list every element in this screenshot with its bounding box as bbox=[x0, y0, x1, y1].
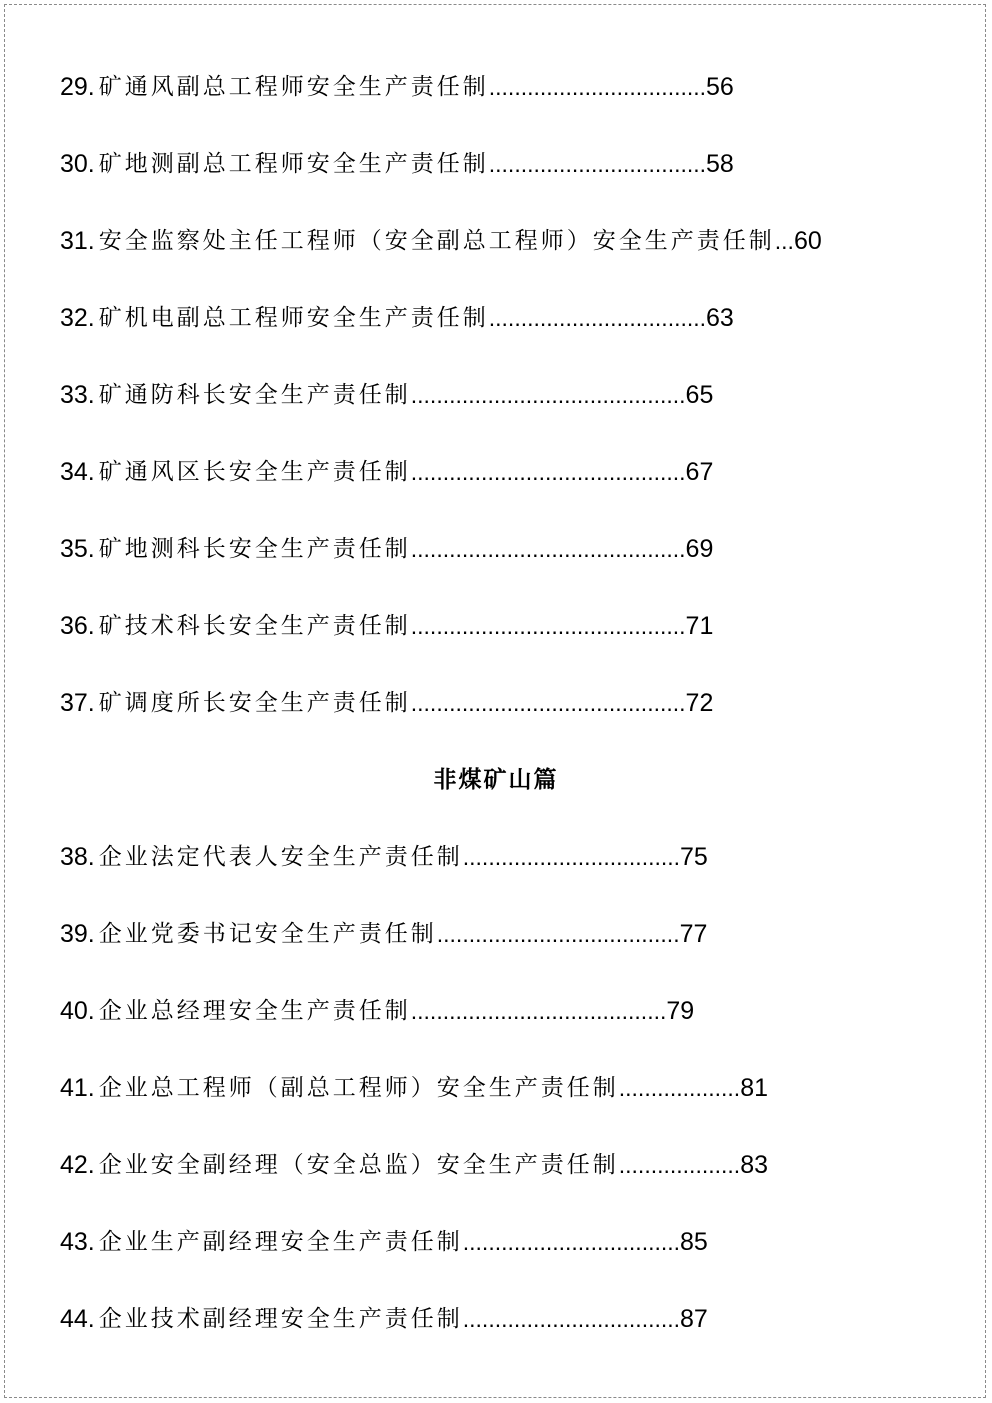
toc-entry-title: 企业法定代表人安全生产责任制 bbox=[98, 844, 463, 870]
toc-entry-page: 72 bbox=[685, 689, 714, 717]
toc-entry-title: 企业总工程师（副总工程师）安全生产责任制 bbox=[98, 1075, 619, 1101]
toc-entry-33[interactable] bbox=[60, 375, 713, 415]
toc-entry-leader: .................................. bbox=[488, 151, 707, 177]
toc-entry-page: 69 bbox=[685, 535, 714, 563]
toc-entry-34[interactable] bbox=[60, 452, 713, 492]
toc-entry-number: 38. bbox=[60, 843, 95, 871]
toc-entry-29[interactable] bbox=[60, 67, 734, 107]
toc-entry-leader: .................................. bbox=[488, 305, 707, 331]
toc-entry-39[interactable] bbox=[60, 914, 707, 954]
toc-entry-leader: ........................................... bbox=[410, 690, 686, 716]
toc-entry-title: 企业技术副经理安全生产责任制 bbox=[98, 1306, 463, 1332]
toc-entry-page: 67 bbox=[685, 458, 714, 486]
toc-entry-title: 矿通风副总工程师安全生产责任制 bbox=[98, 74, 489, 100]
toc-entry-42[interactable] bbox=[60, 1145, 768, 1185]
toc-entry-number: 33. bbox=[60, 381, 95, 409]
toc-entry-leader: ........................................... bbox=[410, 613, 686, 639]
toc-entry-number: 43. bbox=[60, 1228, 95, 1256]
toc-entry-page: 58 bbox=[706, 150, 734, 178]
toc-entry-title: 矿技术科长安全生产责任制 bbox=[98, 613, 411, 639]
toc-entry-page: 81 bbox=[740, 1074, 768, 1102]
toc-entry-44[interactable] bbox=[60, 1299, 708, 1339]
toc-entry-title: 矿调度所长安全生产责任制 bbox=[98, 690, 411, 716]
toc-entry-title: 矿通风区长安全生产责任制 bbox=[98, 459, 411, 485]
toc-entry-page: 87 bbox=[680, 1305, 708, 1333]
toc-entry-title: 安全监察处主任工程师（安全副总工程师）安全生产责任制 bbox=[98, 228, 775, 254]
toc-entry-number: 41. bbox=[60, 1074, 95, 1102]
toc-entry-number: 44. bbox=[60, 1305, 95, 1333]
toc-entry-title: 矿通防科长安全生产责任制 bbox=[98, 382, 411, 408]
toc-entry-leader: .................................. bbox=[462, 1306, 681, 1332]
toc-entry-number: 30. bbox=[60, 150, 95, 178]
toc-entry-leader: ...................................... bbox=[436, 921, 680, 947]
toc-entry-page: 85 bbox=[680, 1228, 708, 1256]
toc-entry-38[interactable] bbox=[60, 837, 708, 877]
toc-entry-number: 29. bbox=[60, 73, 95, 101]
toc-entry-leader: .................................. bbox=[462, 1229, 681, 1255]
toc-entry-page: 56 bbox=[706, 73, 734, 101]
toc-entry-number: 39. bbox=[60, 920, 95, 948]
toc-entry-43[interactable] bbox=[60, 1222, 708, 1262]
toc-entry-leader: .................................. bbox=[488, 74, 707, 100]
toc-entry-leader: .................................. bbox=[462, 844, 681, 870]
toc-entry-30[interactable] bbox=[60, 144, 734, 184]
toc-entry-40[interactable] bbox=[60, 991, 694, 1031]
toc-entry-page: 63 bbox=[706, 304, 734, 332]
toc-entry-title: 企业生产副经理安全生产责任制 bbox=[98, 1229, 463, 1255]
toc-entry-number: 36. bbox=[60, 612, 95, 640]
section-heading: 非煤矿山篇 bbox=[433, 766, 559, 793]
toc-entry-leader: ................... bbox=[618, 1152, 741, 1178]
toc-entry-32[interactable] bbox=[60, 298, 734, 338]
toc-entry-35[interactable] bbox=[60, 529, 713, 569]
toc-entry-number: 31. bbox=[60, 227, 95, 255]
toc-entry-number: 35. bbox=[60, 535, 95, 563]
toc-entry-leader: ........................................... bbox=[410, 536, 686, 562]
toc-entry-leader: ........................................... bbox=[410, 382, 686, 408]
toc-entry-title: 企业总经理安全生产责任制 bbox=[98, 998, 411, 1024]
toc-entry-leader: ........................................ bbox=[410, 998, 667, 1024]
toc-entry-page: 83 bbox=[740, 1151, 768, 1179]
toc-entry-number: 32. bbox=[60, 304, 95, 332]
toc-entry-number: 40. bbox=[60, 997, 95, 1025]
toc-entry-31[interactable] bbox=[60, 221, 822, 261]
toc-entry-36[interactable] bbox=[60, 606, 713, 646]
toc-entry-page: 77 bbox=[679, 920, 708, 948]
toc-entry-title: 矿地测科长安全生产责任制 bbox=[98, 536, 411, 562]
toc-entry-page: 71 bbox=[685, 612, 714, 640]
toc-entry-leader: ........................................... bbox=[410, 459, 686, 485]
toc-entry-title: 企业党委书记安全生产责任制 bbox=[98, 921, 437, 947]
toc-entry-37[interactable] bbox=[60, 683, 713, 723]
toc-entry-page: 79 bbox=[666, 997, 695, 1025]
toc-entry-page: 60 bbox=[793, 227, 822, 255]
toc-entry-page: 65 bbox=[685, 381, 714, 409]
toc-entry-number: 37. bbox=[60, 689, 95, 717]
toc-entry-title: 矿地测副总工程师安全生产责任制 bbox=[98, 151, 489, 177]
toc-entry-leader: ... bbox=[774, 228, 794, 254]
toc-entry-title: 矿机电副总工程师安全生产责任制 bbox=[98, 305, 489, 331]
toc-entry-number: 42. bbox=[60, 1151, 95, 1179]
toc-entry-leader: ................... bbox=[618, 1075, 741, 1101]
toc-entry-41[interactable] bbox=[60, 1068, 768, 1108]
toc-entry-page: 75 bbox=[680, 843, 708, 871]
toc-entry-number: 34. bbox=[60, 458, 95, 486]
toc-entry-title: 企业安全副经理（安全总监）安全生产责任制 bbox=[98, 1152, 619, 1178]
